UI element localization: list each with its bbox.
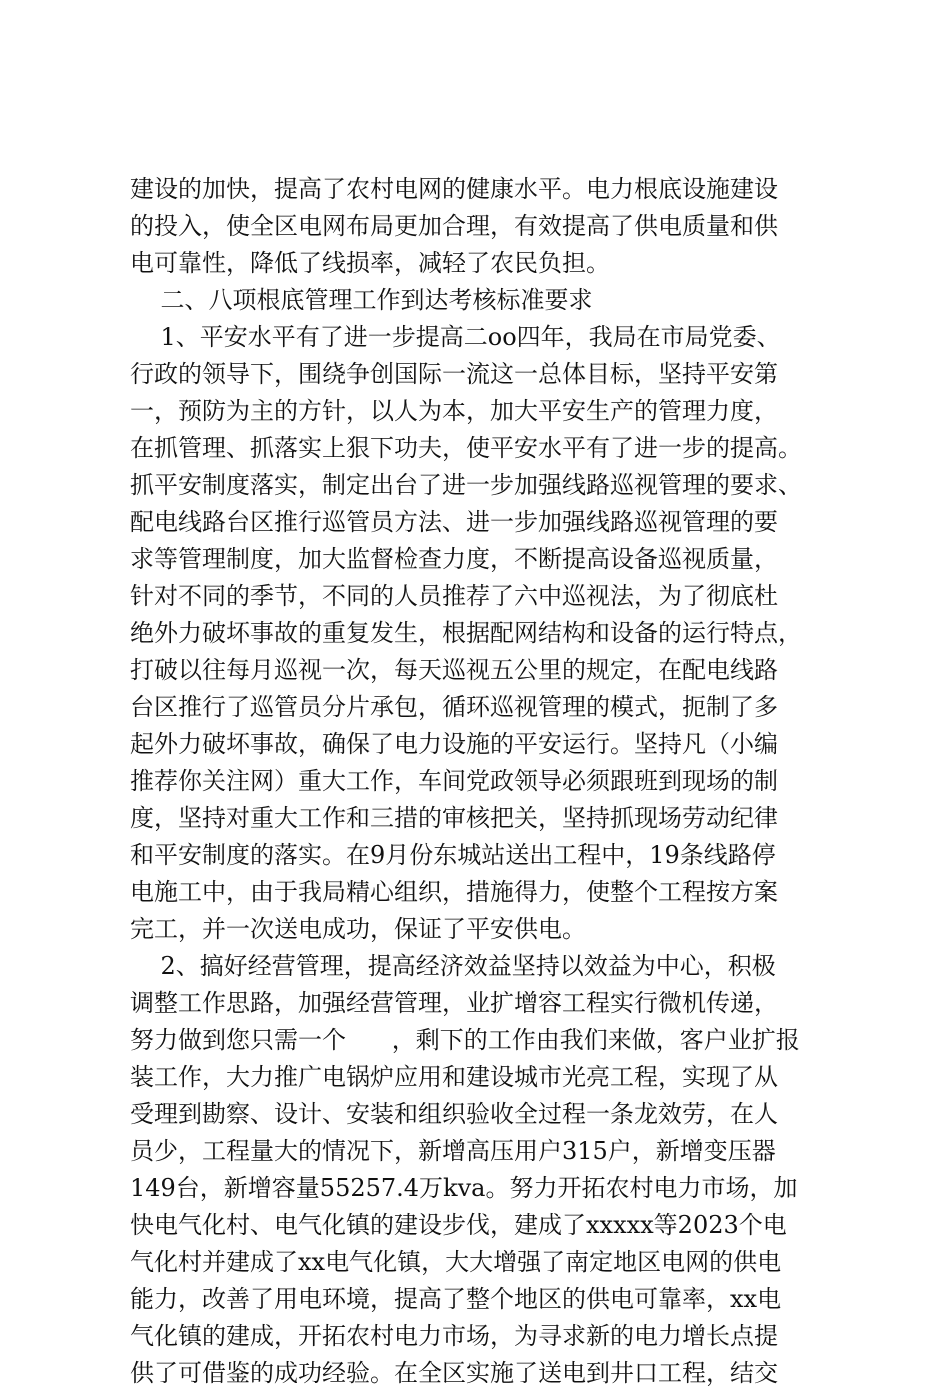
text-line: 努力做到您只需一个 ，剩下的工作由我们来做，客户业扩报 [130, 1026, 800, 1054]
text-line: 装工作，大力推广电锅炉应用和建设城市光亮工程，实现了从 [130, 1063, 778, 1091]
text-line: 推荐你关注网）重大工作，车间党政领导必须跟班到现场的制 [130, 767, 778, 795]
text-line: 电施工中，由于我局精心组织，措施得力，使整个工程按方案 [130, 878, 778, 906]
text-line: 气化镇的建成，开拓农村电力市场，为寻求新的电力增长点提 [130, 1322, 778, 1350]
text-line: 针对不同的季节，不同的人员推荐了六中巡视法，为了彻底杜 [130, 582, 778, 610]
text-line: 完工，并一次送电成功，保证了平安供电。 [130, 915, 586, 943]
text-line: 2、搞好经营管理，提高经济效益坚持以效益为中心，积极 [130, 952, 776, 980]
text-line: 能力，改善了用电环境，提高了整个地区的供电可靠率，xx电 [130, 1285, 782, 1313]
text-line: 快电气化村、电气化镇的建设步伐，建成了xxxxx等2023个电 [130, 1211, 787, 1239]
text-line: 度，坚持对重大工作和三措的审核把关，坚持抓现场劳动纪律 [130, 804, 778, 832]
text-line: 一，预防为主的方针，以人为本，加大平安生产的管理力度， [130, 397, 778, 425]
text-line: 抓平安制度落实，制定出台了进一步加强线路巡视管理的要求、 [130, 471, 802, 499]
text-line: 受理到勘察、设计、安装和组织验收全过程一条龙效劳，在人 [130, 1100, 778, 1128]
text-line: 打破以往每月巡视一次，每天巡视五公里的规定，在配电线路 [130, 656, 778, 684]
text-line: 配电线路台区推行巡管员方法、进一步加强线路巡视管理的要 [130, 508, 778, 536]
text-line: 求等管理制度，加大监督检查力度，不断提高设备巡视质量， [130, 545, 778, 573]
text-line: 和平安制度的落实。在9月份东城站送出工程中，19条线路停 [130, 841, 776, 869]
text-line: 的投入，使全区电网布局更加合理，有效提高了供电质量和供 [130, 212, 778, 240]
text-line: 绝外力破坏事故的重复发生，根据配网结构和设备的运行特点， [130, 619, 802, 647]
text-line: 供了可借鉴的成功经验。在全区实施了送电到井口工程，结交 [130, 1359, 778, 1387]
text-line: 气化村并建成了xx电气化镇，大大增强了南定地区电网的供电 [130, 1248, 782, 1276]
text-line: 起外力破坏事故，确保了电力设施的平安运行。坚持凡（小编 [130, 730, 778, 758]
text-line: 电可靠性，降低了线损率，减轻了农民负担。 [130, 249, 610, 277]
text-line: 149台，新增容量55257.4万kva。努力开拓农村电力市场，加 [130, 1174, 798, 1202]
text-line: 员少，工程量大的情况下，新增高压用户315户，新增变压器 [130, 1137, 776, 1165]
text-line: 调整工作思路，加强经营管理，业扩增容工程实行微机传递， [130, 989, 778, 1017]
text-line: 建设的加快，提高了农村电网的健康水平。电力根底设施建设 [130, 175, 778, 203]
text-line: 1、平安水平有了进一步提高二oo四年，我局在市局党委、 [130, 323, 781, 351]
text-line: 在抓管理、抓落实上狠下功夫，使平安水平有了进一步的提高。 [130, 434, 802, 462]
text-line: 台区推行了巡管员分片承包，循环巡视管理的模式，扼制了多 [130, 693, 778, 721]
document-body [130, 171, 840, 1392]
section-heading: 二、八项根底管理工作到达考核标准要求 [130, 286, 593, 314]
text-line: 行政的领导下，围绕争创国际一流这一总体目标，坚持平安第 [130, 360, 778, 388]
